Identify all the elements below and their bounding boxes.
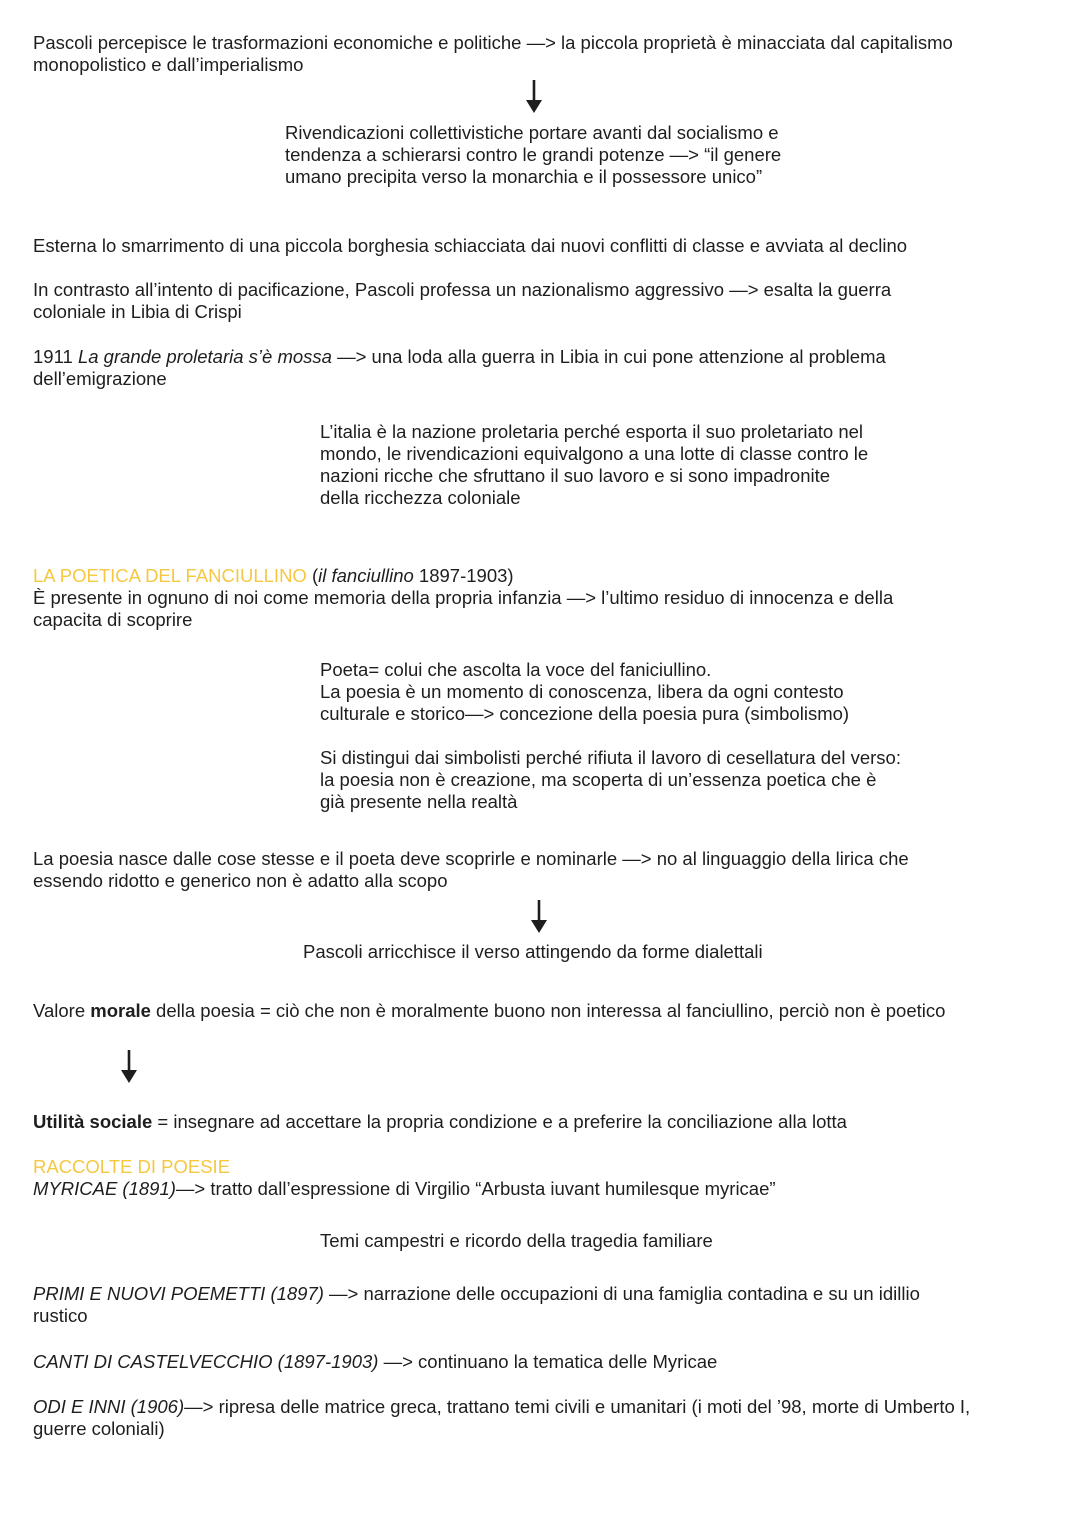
note-dialettali bbox=[303, 941, 763, 963]
paragraph-trasformazioni bbox=[33, 32, 1053, 76]
text-line: dell’emigrazione bbox=[33, 368, 167, 389]
text-line: Rivendicazioni collettivistiche portare avanti dal socialismo e bbox=[285, 122, 779, 143]
text-rest: —> una loda alla guerra in Libia in cui pone attenzione al problema bbox=[331, 346, 886, 367]
paragraph-odi bbox=[33, 1396, 1053, 1440]
text-line: capacita di scoprire bbox=[33, 609, 193, 630]
text-line: nazioni ricche che sfruttano il suo lavoro e si sono impadronite bbox=[320, 465, 831, 486]
bold-term: Utilità sociale bbox=[33, 1111, 153, 1132]
note-poeta bbox=[320, 659, 849, 725]
work-title: La grande proletaria s’è mossa bbox=[77, 346, 332, 367]
text-rest: —> tratto dall’espressione di Virgilio “Arbusta iuvant humilesque myricae” bbox=[175, 1178, 776, 1199]
text-line: già presente nella realtà bbox=[320, 791, 518, 812]
text-line: monopolistico e dall’imperialismo bbox=[33, 54, 304, 75]
section-raccolte bbox=[33, 1156, 1053, 1200]
bold-term: morale bbox=[90, 1000, 151, 1021]
paragraph-valore-morale bbox=[33, 1000, 1053, 1022]
work-title: MYRICAE (1891) bbox=[33, 1178, 176, 1199]
section-heading: LA POETICA DEL FANCIULLINO bbox=[33, 565, 307, 586]
text-line: culturale e storico—> concezione della poesia pura (simbolismo) bbox=[320, 703, 850, 724]
text-line: L’italia è la nazione proletaria perché esporta il suo proletariato nel bbox=[320, 421, 864, 442]
text-line: tendenza a schierarsi contro le grandi potenze —> “il genere bbox=[285, 144, 782, 165]
text-line bbox=[33, 1178, 1053, 1200]
paragraph-smarrimento bbox=[33, 235, 1053, 257]
note-simbolisti bbox=[320, 747, 901, 813]
text-line: Temi campestri e ricordo della tragedia familiare bbox=[320, 1230, 713, 1251]
text-line: rustico bbox=[33, 1305, 88, 1326]
text-line: Pascoli percepisce le trasformazioni economiche e politiche —> la piccola proprietà è minacciata dal capitalismo bbox=[33, 32, 953, 53]
paragraph-poesia-cose bbox=[33, 848, 1053, 892]
text-line: Si distingui dai simbolisti perché rifiuta il lavoro di cesellatura del verso: bbox=[320, 747, 901, 768]
text-line: Esterna lo smarrimento di una piccola borghesia schiacciata dai nuovi conflitti di classe e avviata al declino bbox=[33, 235, 908, 256]
text-line bbox=[33, 346, 1053, 368]
paragraph-poemetti bbox=[33, 1283, 1053, 1327]
text-line: mondo, le rivendicazioni equivalgono a una lotte di classe contro le bbox=[320, 443, 869, 464]
text-line: Pascoli arricchisce il verso attingendo da forme dialettali bbox=[303, 941, 763, 962]
text-line: È presente in ognuno di noi come memoria della propria infanzia —> l’ultimo residuo di innocenza e della bbox=[33, 587, 894, 608]
text-rest: —> continuano la tematica delle Myricae bbox=[378, 1351, 718, 1372]
text-line: Poeta= colui che ascolta la voce del faniciullino. bbox=[320, 659, 712, 680]
paragraph-utilita-sociale bbox=[33, 1111, 1053, 1133]
text-line bbox=[33, 1000, 1053, 1022]
paragraph-nazionalismo bbox=[33, 279, 1053, 323]
note-temi-campestri bbox=[320, 1230, 713, 1252]
text-rest: 1897-1903) bbox=[413, 565, 514, 586]
text-line: La poesia è un momento di conoscenza, libera da ogni contesto bbox=[320, 681, 844, 702]
text-line bbox=[33, 1351, 1053, 1373]
section-heading: RACCOLTE DI POESIE bbox=[33, 1156, 231, 1177]
text-line: essendo ridotto e generico non è adatto alla scopo bbox=[33, 870, 448, 891]
text-rest: —> ripresa delle matrice greca, trattano temi civili e umanitari (i moti del ’98, morte di Umberto I, bbox=[184, 1396, 971, 1417]
paragraph-canti bbox=[33, 1351, 1053, 1373]
arrow-down-icon bbox=[524, 80, 544, 114]
text-line bbox=[33, 1111, 1053, 1133]
work-title: PRIMI E NUOVI POEMETTI (1897) bbox=[33, 1283, 324, 1304]
work-title: ODI E INNI (1906) bbox=[33, 1396, 185, 1417]
section-heading-line bbox=[33, 565, 1053, 587]
section-fanciullino bbox=[33, 565, 1053, 631]
arrow-down-icon bbox=[529, 900, 549, 934]
note-rivendicazioni bbox=[285, 122, 781, 188]
paragraph-1911 bbox=[33, 346, 1053, 390]
work-title: CANTI DI CASTELVECCHIO (1897-1903) bbox=[33, 1351, 379, 1372]
text-paren: ( bbox=[306, 565, 319, 586]
text-rest: della poesia = ciò che non è moralmente buono non interessa al fanciullino, perciò non è poetico bbox=[150, 1000, 946, 1021]
text-line: guerre coloniali) bbox=[33, 1418, 165, 1439]
text-line bbox=[33, 1396, 1053, 1418]
year: 1911 bbox=[33, 346, 78, 367]
note-nazione-proletaria bbox=[320, 421, 868, 509]
arrow-down-icon bbox=[119, 1050, 139, 1084]
text-rest: —> narrazione delle occupazioni di una famiglia contadina e su un idillio bbox=[323, 1283, 920, 1304]
work-title: il fanciullino bbox=[318, 565, 414, 586]
text-rest: = insegnare ad accettare la propria condizione e a preferire la conciliazione alla lotta bbox=[152, 1111, 847, 1132]
text-line: della ricchezza coloniale bbox=[320, 487, 521, 508]
text-line: la poesia non è creazione, ma scoperta di un’essenza poetica che è bbox=[320, 769, 877, 790]
text-line: La poesia nasce dalle cose stesse e il poeta deve scoprirle e nominarle —> no al linguaggio della lirica che bbox=[33, 848, 909, 869]
text-pre: Valore bbox=[33, 1000, 91, 1021]
text-line: coloniale in Libia di Crispi bbox=[33, 301, 242, 322]
text-line: In contrasto all’intento di pacificazione, Pascoli professa un nazionalismo aggressivo —> esalta la guerra bbox=[33, 279, 892, 300]
text-line: umano precipita verso la monarchia e il possessore unico” bbox=[285, 166, 763, 187]
text-line bbox=[33, 1283, 1053, 1305]
